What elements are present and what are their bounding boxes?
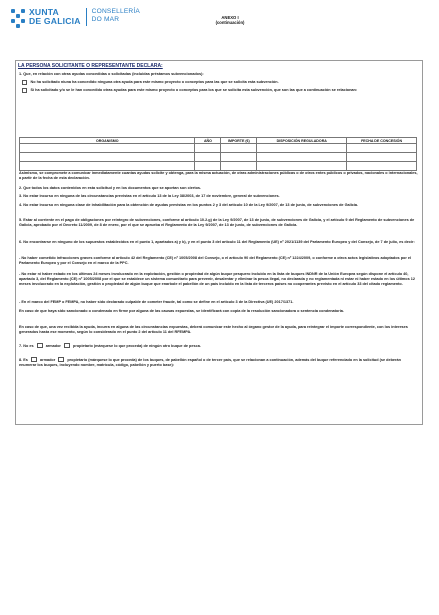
col-organismo: ORGANISMO [20,138,195,144]
item-6-note-2: En caso de que, una vez recibida la ayuda, incurra en alguna de las circunstancias expuestas, deberá comunicar este hecho al órgano gestor de la ayuda, para reintegrar el importe correspondiente, con los intereses generados hasta ese momento, según lo considerado en el punto 2 del artículo 11 del RFEMPA. [19,325,408,335]
cell-input[interactable] [195,153,221,162]
cell-input[interactable] [20,153,195,162]
checkbox-q7-propietario[interactable] [64,343,70,348]
item-7: 7. No es armador propietario (márquese lo que proceda) de ningún otro buque de pesca. [19,344,201,348]
cell-input[interactable] [257,162,347,171]
item-1: 1. Que, en relación con otras ayudas concedidas o solicitadas (incluidas préstamos subvencionados): [19,72,204,76]
item-5: 5. Estar al corriente en el pago de obligaciones por reintegro de subvenciones, conforme al artículo 10.2.g) de la Ley 9/2007, de 13 de junio, de subvenciones de Galicia, y el artículo 9 del Reglamento de subvenciones de Galicia, aprobado por el Decreto 11/2009, de 8 de enero, por el que se aprueba el Reglamento de la Ley 9/2007, de 13 de junio, de subvenciones de Galicia. [19,218,415,228]
commitment-note: Asimismo, se compromete a comunicar inmediatamente cuantas ayudas solicite y obtenga, para la misma actuación, de otras administraciones públicas o de otros entes públicos o privados, nacionales o internacionales, a partir de la fecha de esta declaración. [19,171,418,181]
aid-table [19,137,417,171]
item-6-c: - En el marco del FEMP o FEMPA, no haber sido declarado culpable de cometer fraude, tal como se define en el artículo 3 de la Directiva (UE) 2017/1371. [19,300,294,304]
checkbox-no-aid[interactable] [22,80,27,85]
item-3: 3. No estar incurso en ninguna de las circunstancias previstas en el artículo 13 de la Ley 38/2003, de 17 de noviembre, general de subvenciones. [19,194,280,198]
item-2: 2. Que todos los datos contenidos en esta solicitud y en los documentos que se aportan son ciertos. [19,186,202,190]
item-1-option-a: No ha solicitado niuna ha concedido ninguna otra ayuda para este mismo proyecto o conceptos para las que se solicita esta subvención. [22,80,418,85]
item-6-note-1: En caso de que haya sido sancionado o condenado en firme por alguna de las causas expuestas, se identificará con copia de la resolución sancionadora o sentencia condenatoria. [19,309,344,313]
department-name: CONSELLERÍA DO MAR [91,8,141,23]
cell-input[interactable] [20,162,195,171]
logo-divider [86,8,87,26]
cell-input[interactable] [20,144,195,153]
item-4: 4. No estar incurso en ninguna clase de inhabilitación para la obtención de ayudas previstas en los puntos 2 y 3 del artículo 10 de la Ley 9/2007, de 13 de junio, de subvenciones de Galicia. [19,203,359,207]
cell-input[interactable] [195,144,221,153]
xunta-logo [11,8,140,28]
cell-input[interactable] [347,153,417,162]
item-1-option-b: Sí ha solicitado y/o se le han concedido otras ayudas para este mismo proyecto o conceptos para los que se solicita esta subvención, que son las que a continuación se relacionan: [22,88,418,93]
cell-input[interactable] [221,162,257,171]
checkbox-q7-armador[interactable] [37,343,43,348]
table-row [20,162,417,171]
cell-input[interactable] [221,144,257,153]
checkbox-yes-aid[interactable] [22,88,27,93]
cell-input[interactable] [347,144,417,153]
item-6-b: - No estar ni haber estado en los últimos 24 meses involucrado en la explotación, gestión o propiedad de algún buque pesquero incluido en la lista de buques INDNR de la Unión Europea según dispone el artículo 40, apartado 3, del Reglamento (CE) nº 1005/2008 por el que se establece un sistema comunitario para prevenir, desalentar y eliminar la pesca ilegal, no declarada y no reglamentada ni estar ni haber estado en los últimos 12 meses involucrado en la explotación, gestión o propiedad de algún buque que enarbole el pabellón de un país incluido en la lista de terceros países no cooperantes previsto en el artículo 33 del citado reglamento. [19,272,415,287]
checkbox-q8-propietario[interactable] [58,357,64,362]
section-title: LA PERSONA SOLICITANTE O REPRESENTANTE DECLARA: [18,63,163,69]
cell-input[interactable] [195,162,221,171]
annex-heading: ANEXO I (continuación) [215,15,245,25]
cell-input[interactable] [347,162,417,171]
checkbox-q8-armador[interactable] [31,357,37,362]
cell-input[interactable] [221,153,257,162]
cell-input[interactable] [257,144,347,153]
col-fecha: FECHA DE CONCESIÓN [347,138,417,144]
table-row [20,144,417,153]
item-6-a: - No haber cometido infracciones graves conforme al artículo 42 del Reglamento (CE) nº 1005/2008 del Consejo, o el artículo 90 del Reglamento (CE) nº 1224/2009, o conforme a otros actos legislativos adoptados por el Parlamento Europeo y por el Consejo en el marco de la PPC. [19,256,412,266]
item-6: 6. No encontrarse en ninguno de los supuestos establecidos en el punto 1, apartados a) y b), y en el punto 3 del artículo 11 del Reglamento (UE) nº 2021/1139 del Parlamento Europeo y del Consejo, de 7 de julio, es decir: [19,240,415,244]
logo-text: XUNTA DE GALICIA [29,7,81,26]
cell-input[interactable] [257,153,347,162]
col-ano: AÑO [195,138,221,144]
table-row [20,153,417,162]
col-importe: IMPORTE (€) [221,138,257,144]
col-disposicion: DISPOSICIÓN REGULADORA [257,138,347,144]
item-8: 8. Es armador propietario (márquese lo que proceda) de los buques, de pabellón español o de tercer país, que se relacionan a continuación, además del buque referenciado en la solicitud (se deberán enumerar los buques, incluyendo nombre, matrícula, código, pabellón y puerto base): [19,358,401,368]
xunta-emblem-icon [11,9,25,28]
